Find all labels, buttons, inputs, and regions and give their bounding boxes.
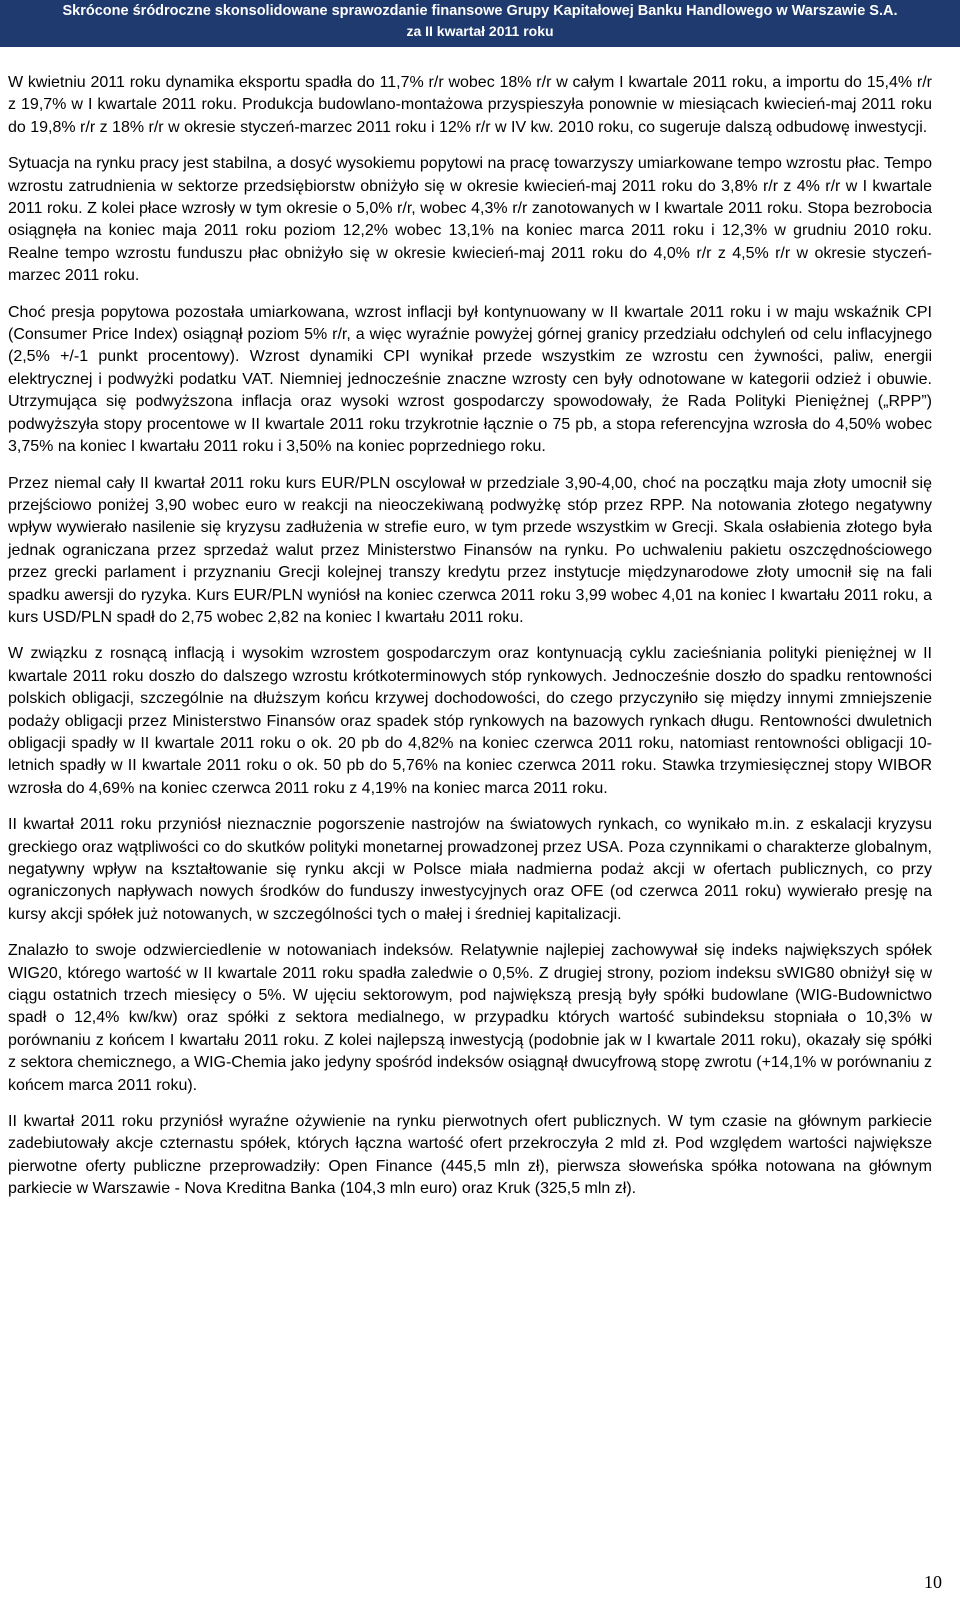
header-subtitle: za II kwartał 2011 roku xyxy=(406,23,554,39)
paragraph-interest-rates: W związku z rosnącą inflacją i wysokim wzrostem gospodarczym oraz kontynuacją cyklu zacieśniania polityki pieniężnej w II kwartale 2011 roku doszło do dalszego wzrostu krótkoterminowych stóp rynkowych. Jednocześnie doszło do spadku rentowności polskich obligacji, szczególnie na dłuższym końcu krzywej dochodowości, do czego przyczyniło się między innymi zmniejszenie podaży obligacji przez Ministerstwo Finansów oraz spadek stóp rynkowych na bazowych rynkach długu. Rentowności dwuletnich obligacji spadły w II kwartale 2011 roku o ok. 20 pb do 4,82% na koniec czerwca 2011 roku, natomiast rentowności obligacji 10-letnich spadły w II kwartale 2011 roku o ok. 50 pb do 5,76% na koniec czerwca 2011 roku. Stawka trzymiesięcznej stopy WIBOR wzrosła do 4,69% na koniec czerwca 2011 roku z 4,19% na koniec marca 2011 roku. xyxy=(8,645,932,797)
paragraph-equity-markets: II kwartał 2011 roku przyniósł nieznacznie pogorszenie nastrojów na światowych rynkach, co wynikało m.in. z eskalacji kryzysu greckiego oraz wątpliwości co do skutków polityki monetarnej prowadzonej przez USA. Poza czynnikami o charakterze globalnym, negatywny wpływ na kształtowanie się rynku akcji w Polsce miała nadmierna podaż akcji w ofertach publicznych, co przy ograniczonych napływach nowych środków do funduszy inwestycyjnych oraz OFE (od czerwca 2011 roku) wywierało presję na kursy akcji spółek już notowanych, w szczególności tych o małej i średniej kapitalizacji. xyxy=(8,816,932,923)
paragraph-indices: Znalazło to swoje odzwierciedlenie w notowaniach indeksów. Relatywnie najlepiej zachowywał się indeks największych spółek WIG20, którego wartość w II kwartale 2011 roku spadła zaledwie o 0,5%. Z drugiej strony, poziom indeksu sWIG80 obniżył się w ciągu ostatnich trzech miesięcy o 5%. W ujęciu sektorowym, pod największą presją były spółki budowlane (WIG-Budownictwo spadł o 12,4% kw/kw) oraz spółki z sektora medialnego, w przypadku których wartość subindeksu stopniała o 10,3% w porównaniu z końcem I kwartału 2011 roku. Z kolei najlepszą inwestycją (podobnie jak w I kwartale 2011 roku), okazały się spółki z sektora chemicznego, a WIG-Chemia jako jedyny spośród indeksów osiągnął dwucyfrową stopę zwrotu (+14,1% w porównaniu z końcem marca 2011 roku). xyxy=(8,942,932,1094)
header-divider xyxy=(0,44,960,47)
paragraph-inflation: Choć presja popytowa pozostała umiarkowana, wzrost inflacji był kontynuowany w II kwartale 2011 roku i w maju wskaźnik CPI (Consumer Price Index) osiągnął poziom 5% r/r, a więc wyraźnie powyżej górnej granicy przedziału odchyleń od celu inflacyjnego (2,5% +/-1 punkt procentowy). Wzrost dynamiki CPI wynikał przede wszystkim ze wzrostu cen żywności, paliw, energii elektrycznej i podwyżki podatku VAT. Niemniej jednocześnie znaczne wzrosty cen były odnotowane w kategorii odzież i obuwie. Utrzymująca się podwyższona inflacja oraz wysoki wzrost gospodarczy spowodowały, że Rada Polityki Pieniężnej („RPP”) podwyższyła stopy procentowe w II kwartale 2011 roku trzykrotnie łącznie o 75 pb, a stopa referencyjna wzrosła do 4,50% wobec 3,75% na koniec I kwartału 2011 roku i 3,50% na koniec poprzedniego roku. xyxy=(8,303,932,456)
page-header xyxy=(0,0,960,44)
header-title: Skrócone śródroczne skonsolidowane sprawozdanie finansowe Grupy Kapitałowej Banku Handlowego w Warszawie S.A. xyxy=(62,3,898,19)
paragraph-trade-construction: W kwietniu 2011 roku dynamika eksportu spadła do 11,7% r/r wobec 18% r/r w całym I kwartale 2011 roku, a importu do 15,4% r/r z 19,7% w I kwartale 2011 roku. Produkcja budowlano-montażowa przyspieszyła ponownie w miesiącach kwiecień-maj 2011 roku do 19,8% r/r z 18% r/r w okresie styczeń-marzec 2011 roku i 12% r/r w IV kw. 2010 roku, co sugeruje dalszą odbudowę inwestycji. xyxy=(8,74,932,136)
page-number: 10 xyxy=(924,1572,942,1592)
paragraph-labour-market: Sytuacja na rynku pracy jest stabilna, a dosyć wysokiemu popytowi na pracę towarzyszy umiarkowane tempo wzrostu płac. Tempo wzrostu zatrudnienia w sektorze przedsiębiorstw obniżyło się w okresie kwiecień-maj 2011 roku do 3,8% r/r z 4% r/r w I kwartale 2011 roku. Z kolei płace wzrosły w tym okresie o 5,0% r/r, wobec 4,3% r/r zanotowanych w I kwartale 2011 roku. Stopa bezrobocia osiągnęła na koniec maja 2011 roku poziom 12,2% wobec 13,1% na koniec marca 2011 roku i 12,3% w grudniu 2010 roku. Realne tempo wzrostu funduszu płac obniżyło się w okresie kwiecień-maj 2011 roku do 4,0% r/r z 4,5% r/r w okresie styczeń-marzec 2011 roku. xyxy=(8,155,932,285)
paragraph-ipo: II kwartał 2011 roku przyniósł wyraźne ożywienie na rynku pierwotnych ofert publicznych. W tym czasie na głównym parkiecie zadebiutowały akcje czternastu spółek, których łączna wartość ofert przekroczyła 2 mld zł. Pod względem wartości największe pierwotne oferty publiczne przeprowadziły: Open Finance (445,5 mln zł), pierwsza słoweńska spółka notowana na głównym parkiecie w Warszawie - Nova Kreditna Banka (104,3 mln euro) oraz Kruk (325,5 mln zł). xyxy=(8,1113,932,1198)
document-body xyxy=(8,72,932,1215)
paragraph-currency: Przez niemal cały II kwartał 2011 roku kurs EUR/PLN oscylował w przedziale 3,90-4,00, choć na początku maja złoty umocnił się przejściowo poniżej 3,90 wobec euro w reakcji na nieoczekiwaną podwyżkę stóp przez RPP. Na notowania złotego negatywny wpływ wywierało nasilenie się kryzysu zadłużenia w strefie euro, w tym przede wszystkim w Grecji. Skala osłabienia złotego była jednak ograniczana przez sprzedaż walut przez Ministerstwo Finansów na rynku. Po uchwaleniu pakietu oszczędnościowego przez grecki parlament i przyznaniu Grecji kolejnej transzy kredytu przez instytucje międzynarodowe złoty umocnił się na fali spadku awersji do ryzyka. Kurs EUR/PLN wyniósł na koniec czerwca 2011 roku 3,99 wobec 4,01 na koniec I kwartału 2011 roku, a kurs USD/PLN spadł do 2,75 wobec 2,82 na koniec I kwartału 2011 roku. xyxy=(8,474,932,626)
